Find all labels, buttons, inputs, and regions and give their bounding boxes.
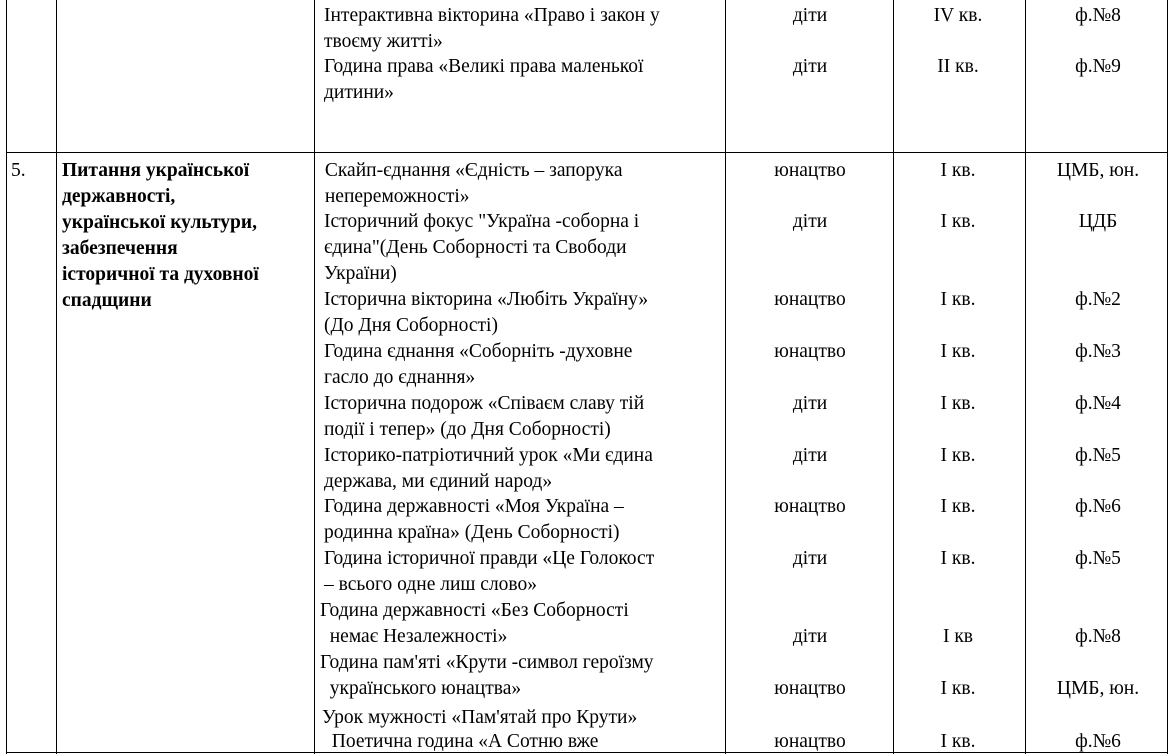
table-border-right — [1167, 0, 1168, 754]
event-responsible: ф.№9 — [1075, 56, 1121, 77]
event-quarter: IV кв. — [933, 5, 983, 26]
section-title-line: спадщини — [62, 290, 152, 311]
table-col-divider-4 — [893, 0, 894, 754]
event-audience: юнацтво — [774, 496, 846, 517]
event-responsible: ф.№8 — [1075, 5, 1121, 26]
event-title-line: Історична вікторина «Любіть Україну» — [324, 289, 649, 310]
section-title-line: забезпечення — [62, 238, 178, 259]
event-audience: юнацтво — [774, 678, 846, 699]
section-title-line: державності, — [62, 186, 176, 207]
event-quarter: І кв. — [940, 731, 976, 752]
event-title-line: Історико-патріотичний урок «Ми єдина — [324, 445, 653, 466]
event-title-line: Інтерактивна вікторина «Право і закон у — [324, 5, 660, 26]
event-title-line: Година права «Великі права маленької — [324, 56, 644, 77]
event-responsible: ф.№5 — [1075, 548, 1121, 569]
event-title-line: Історичний фокус "Україна -соборна і — [324, 211, 640, 232]
table-col-divider-1 — [56, 0, 57, 754]
event-quarter: І кв. — [940, 289, 976, 310]
event-quarter: І кв — [942, 626, 974, 647]
event-audience: діти — [792, 445, 828, 466]
event-responsible: ф.№8 — [1075, 626, 1121, 647]
event-title-line: єдина"(День Соборності та Свободи — [324, 237, 627, 258]
section-number: 5. — [11, 160, 26, 181]
table-col-divider-5 — [1025, 0, 1026, 754]
event-audience: діти — [792, 211, 828, 232]
event-responsible: ф.№5 — [1075, 445, 1121, 466]
event-audience: юнацтво — [774, 731, 846, 752]
event-responsible: ф.№6 — [1075, 731, 1121, 752]
event-title-line: – всього одне лиш слово» — [324, 574, 537, 595]
event-quarter: І кв. — [940, 496, 976, 517]
event-title-line: Урок мужності «Пам'ятай про Крути» — [322, 707, 638, 728]
event-quarter: І кв. — [940, 548, 976, 569]
row-divider — [6, 152, 1168, 153]
table-col-divider-3 — [725, 0, 726, 754]
event-title-line: родинна країна» (День Соборності) — [324, 522, 620, 543]
event-title-line: немає Незалежності» — [320, 626, 508, 647]
table-col-divider-2 — [314, 0, 315, 754]
event-title-line: Година державності «Без Соборності — [320, 600, 629, 621]
event-responsible: ф.№6 — [1075, 496, 1121, 517]
event-responsible: ЦДБ — [1078, 211, 1118, 232]
table-border-left — [6, 0, 7, 754]
event-responsible: ф.№2 — [1075, 289, 1121, 310]
event-title-line: (До Дня Соборності) — [324, 315, 498, 336]
event-title-line: Година історичної правди «Це Голокост — [324, 548, 655, 569]
event-quarter: І кв. — [940, 341, 976, 362]
event-quarter: І кв. — [940, 678, 976, 699]
event-quarter: І кв. — [940, 211, 976, 232]
event-title-line: Скайп-єднання «Єдність – запорука — [320, 160, 623, 181]
event-quarter: І кв. — [940, 393, 976, 414]
event-quarter: II кв. — [937, 56, 979, 77]
event-audience: юнацтво — [774, 341, 846, 362]
event-audience: юнацтво — [774, 160, 846, 181]
event-audience: діти — [792, 5, 828, 26]
event-audience: юнацтво — [774, 289, 846, 310]
event-responsible: ф.№4 — [1075, 393, 1121, 414]
event-responsible: ф.№3 — [1075, 341, 1121, 362]
event-title-line: Історична подорож «Співаєм славу тій — [324, 393, 645, 414]
event-title-line: гасло до єднання» — [324, 367, 476, 388]
event-title-line: Година державності «Моя Україна – — [324, 496, 624, 517]
event-audience: діти — [792, 393, 828, 414]
event-title-line: Поетична година «А Сотню вже — [322, 731, 599, 752]
event-title-line: події і тепер» (до Дня Соборності) — [324, 419, 611, 440]
event-quarter: І кв. — [940, 160, 976, 181]
event-title-line: України) — [324, 263, 397, 284]
section-title-line: української культури, — [62, 212, 257, 233]
event-title-line: держава, ми єдиний народ» — [324, 471, 553, 492]
event-quarter: І кв. — [940, 445, 976, 466]
section-title-line: історичної та духовної — [62, 264, 259, 285]
event-audience: діти — [792, 548, 828, 569]
event-responsible: ЦМБ, юн. — [1056, 678, 1140, 699]
event-title-line: дитини» — [324, 82, 394, 103]
section-title-line: Питання української — [62, 160, 250, 181]
event-responsible: ЦМБ, юн. — [1056, 160, 1140, 181]
event-title-line: непереможності» — [320, 186, 470, 207]
event-audience: діти — [792, 626, 828, 647]
event-title-line: твоєму житті» — [324, 31, 443, 52]
event-audience: діти — [792, 56, 828, 77]
event-title-line: Година пам'яті «Крути -символ героїзму — [320, 652, 654, 673]
event-title-line: Година єднання «Соборніть -духовне — [324, 341, 633, 362]
event-title-line: українського юнацтва» — [320, 678, 522, 699]
